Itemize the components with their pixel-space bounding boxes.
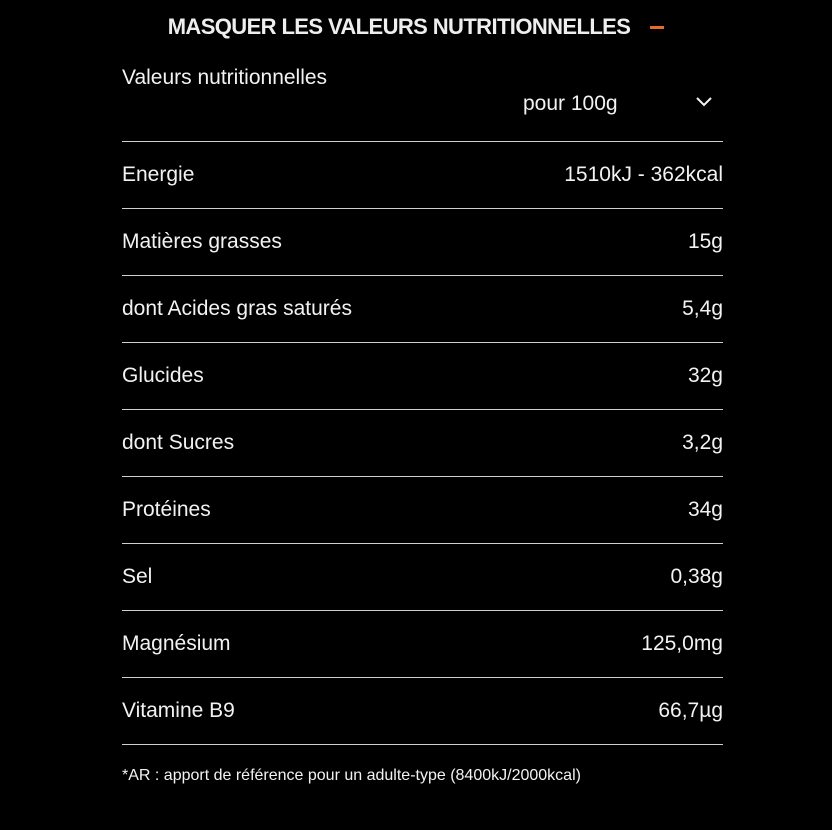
nutrient-value: 3,2g: [682, 431, 723, 454]
minus-icon: [650, 26, 664, 29]
nutrient-label: Energie: [122, 163, 195, 186]
nutrient-value: 66,7µg: [658, 699, 723, 722]
unit-select-value: pour 100g: [523, 92, 618, 115]
reference-intake-footnote: *AR : apport de référence pour un adulte-type (8400kJ/2000kcal): [122, 767, 581, 784]
nutrient-value: 5,4g: [682, 297, 723, 320]
nutrient-label: Matières grasses: [122, 230, 282, 253]
nutrient-label: Vitamine B9: [122, 699, 235, 722]
nutrition-row: [122, 276, 723, 343]
nutrient-label: Sel: [122, 565, 153, 588]
nutrition-row: [122, 343, 723, 410]
nutrition-row: [122, 544, 723, 611]
nutrition-row: [122, 477, 723, 544]
chevron-down-icon: [695, 93, 713, 111]
nutrition-row: [122, 611, 723, 678]
nutrient-label: dont Acides gras saturés: [122, 297, 352, 320]
nutrition-table: [122, 62, 723, 745]
nutrient-value: 34g: [687, 498, 723, 521]
hide-nutrition-label: MASQUER LES VALEURS NUTRITIONNELLES: [167, 14, 631, 39]
nutrient-value: 125,0mg: [641, 632, 723, 655]
nutrition-row: [122, 209, 723, 276]
nutrition-row: [122, 410, 723, 477]
nutrition-row: [122, 142, 723, 209]
unit-select[interactable]: [523, 89, 723, 119]
nutrient-value: 32g: [687, 364, 723, 387]
nutrition-table-header: [122, 62, 723, 142]
nutrient-value: 0,38g: [670, 565, 723, 588]
nutrient-label: dont Sucres: [122, 431, 235, 454]
nutrient-label: Glucides: [122, 364, 204, 387]
nutrient-label: Protéines: [122, 498, 211, 521]
nutrition-table-title: Valeurs nutritionnelles: [122, 66, 328, 89]
nutrient-value: 15g: [687, 230, 723, 253]
nutrition-row: [122, 678, 723, 745]
hide-nutrition-toggle[interactable]: [0, 10, 832, 44]
nutrient-value: 1510kJ - 362kcal: [564, 163, 723, 186]
nutrient-label: Magnésium: [122, 632, 231, 655]
